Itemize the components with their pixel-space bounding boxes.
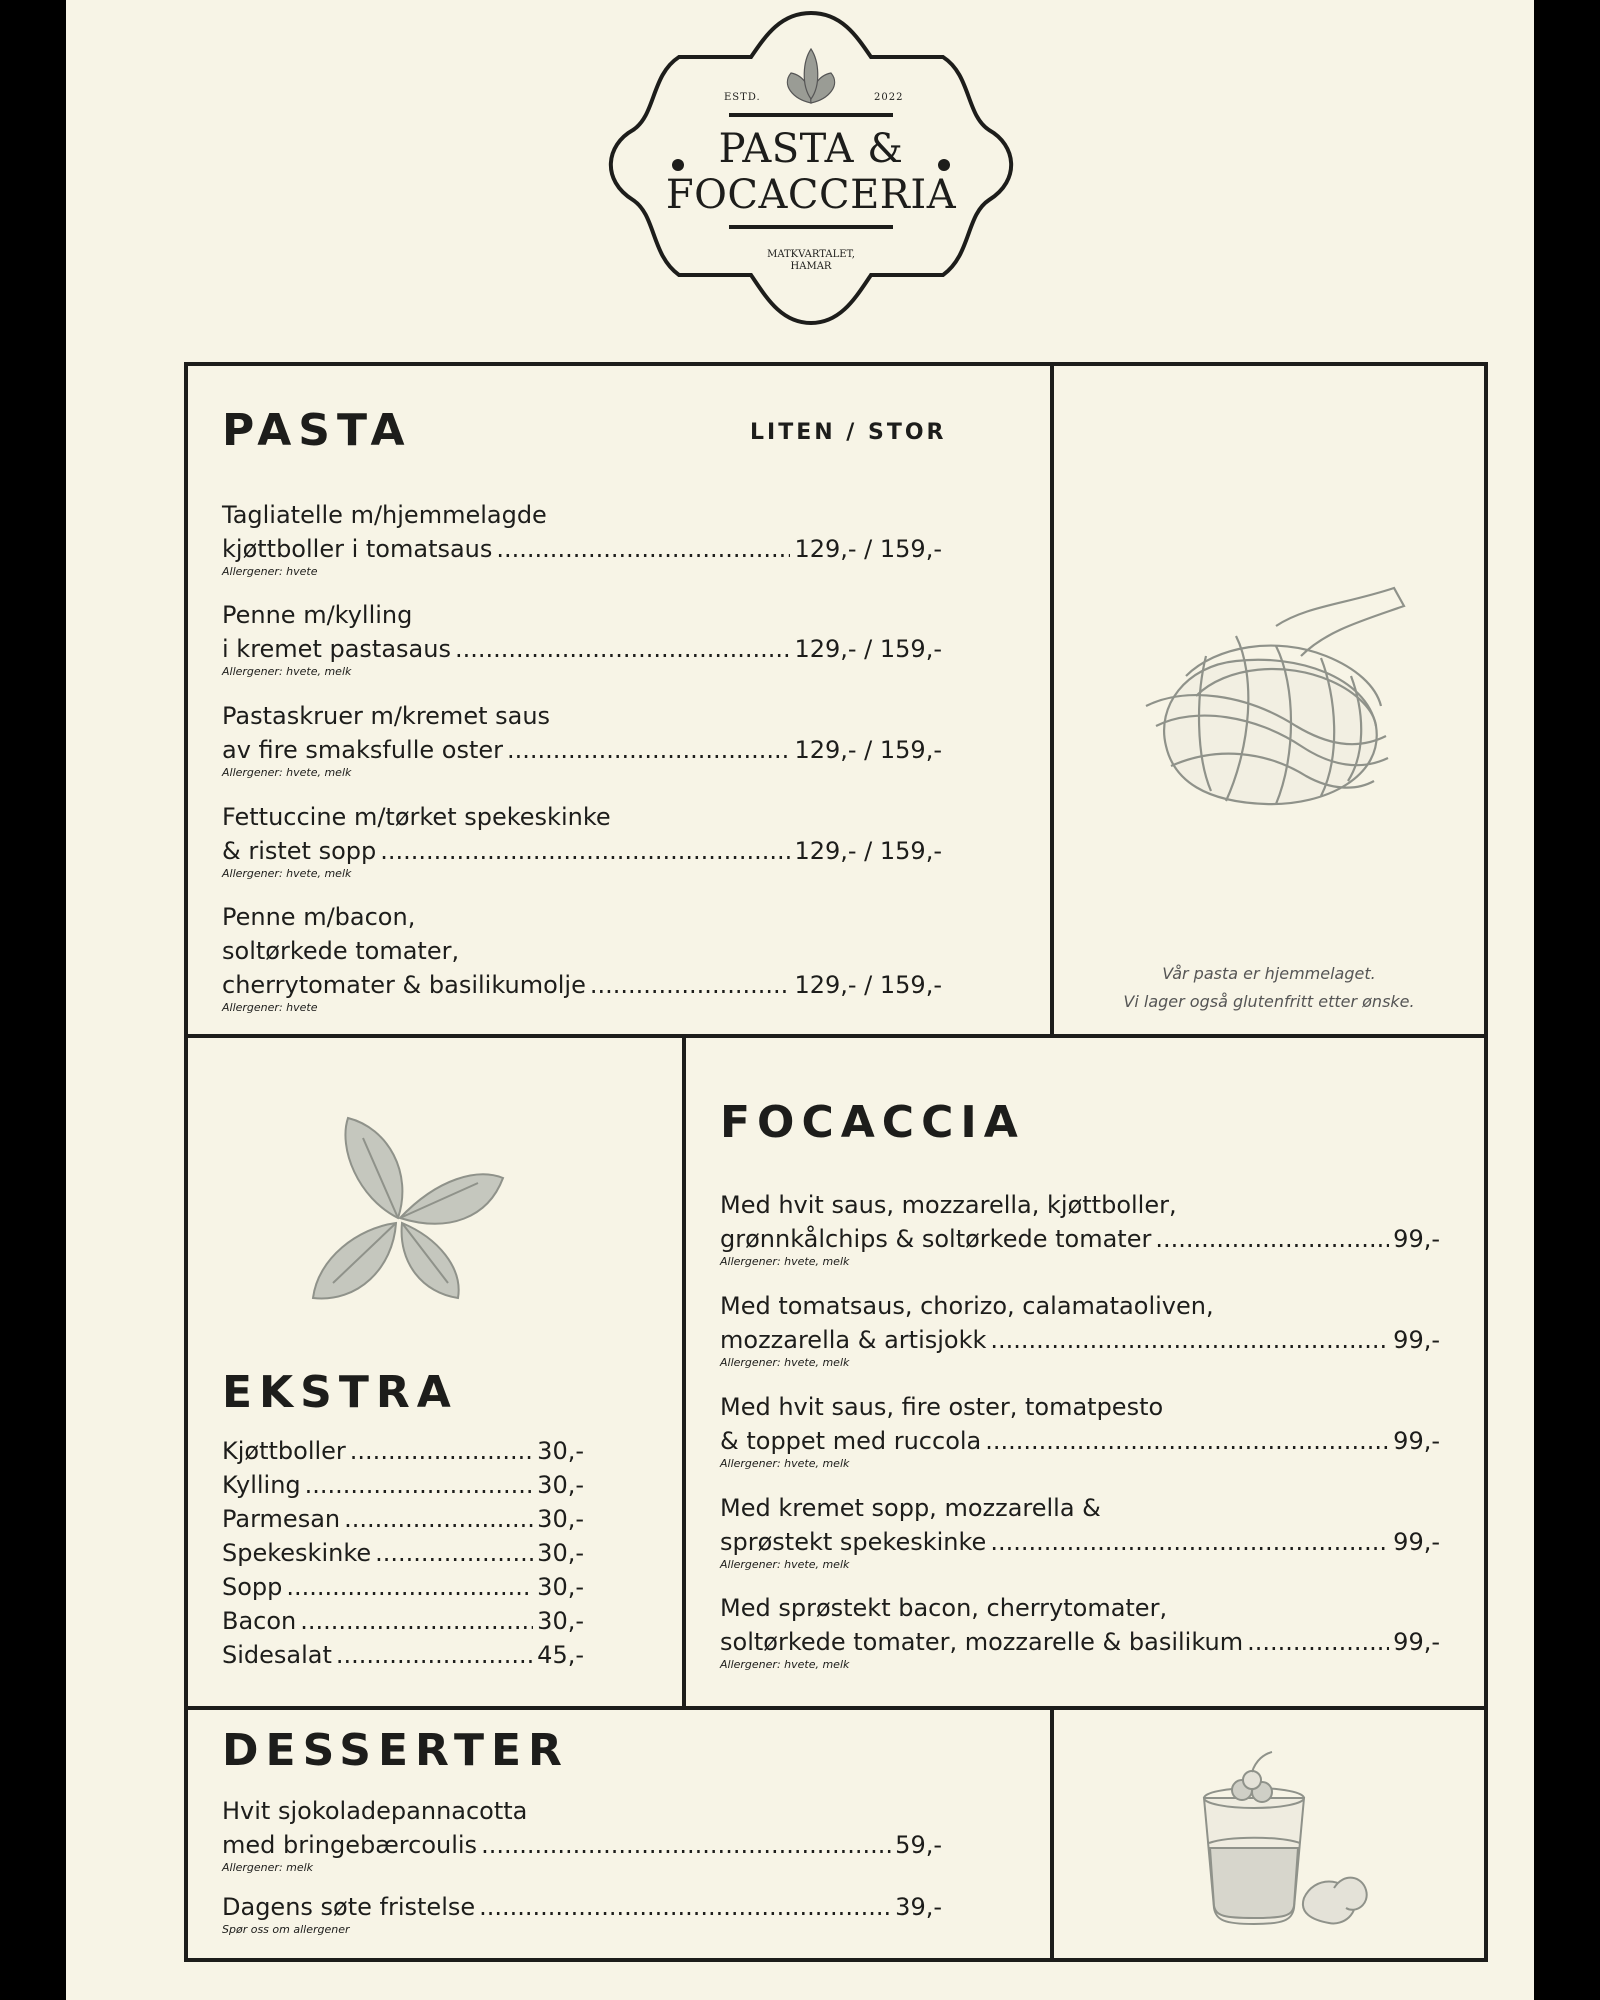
focaccia-item-name-line2: soltørkede tomater, mozzarelle & basilikum ..... 99,-: [720, 1625, 1440, 1659]
focaccia-title: FOCACCIA: [720, 1097, 1025, 1148]
focaccia-item-name-line1: Med hvit saus, fire oster, tomatpesto: [720, 1393, 1164, 1421]
ekstra-item: Spekeskinke ..... 30,-: [222, 1536, 584, 1570]
menu-page: [66, 0, 1534, 2000]
focaccia-item-name-line1: Med sprøstekt bacon, cherrytomater,: [720, 1594, 1168, 1622]
pasta-title: PASTA: [222, 405, 412, 456]
pasta-item-price: 129,- / 159,-: [794, 635, 942, 663]
pasta-item-name-line2: & ristet sopp ..... 129,- / 159,-: [222, 834, 942, 868]
pasta-item-price: 129,- / 159,-: [794, 736, 942, 764]
pasta-note-line1: Vår pasta er hjemmelaget.: [1162, 964, 1376, 983]
focaccia-item-allergens: Allergener: hvete, melk: [720, 1558, 850, 1571]
dessert-item-name-line1: Hvit sjokoladepannacotta: [222, 1797, 528, 1825]
logo-title-line2: FOCACCERIA: [665, 172, 957, 218]
pasta-section: [184, 362, 1054, 1038]
pasta-item-name-line1: Penne m/kylling: [222, 601, 413, 629]
basil-sprig-icon: [288, 1108, 508, 1308]
focaccia-item-allergens: Allergener: hvete, melk: [720, 1356, 850, 1369]
dessert-item-allergens: Spør oss om allergener: [222, 1923, 350, 1936]
pasta-item-allergens: Allergener: hvete: [222, 565, 318, 578]
ekstra-item: Kjøttboller ..... 30,-: [222, 1434, 584, 1468]
pasta-item-name-line1: Tagliatelle m/hjemmelagde: [222, 501, 547, 529]
pasta-note: [1064, 960, 1474, 1016]
ekstra-item: Kylling ..... 30,-: [222, 1468, 584, 1502]
ekstra-item: Parmesan ..... 30,-: [222, 1502, 584, 1536]
focaccia-item-name-line2: sprøstekt spekeskinke ..... 99,-: [720, 1525, 1440, 1559]
pasta-size-header: LITEN / STOR: [750, 420, 947, 445]
focaccia-item-allergens: Allergener: hvete, melk: [720, 1457, 850, 1470]
focaccia-item: [720, 1188, 1440, 1270]
focaccia-item-price: 99,-: [1393, 1427, 1440, 1455]
pasta-item-name-line1b: soltørkede tomater,: [222, 937, 460, 965]
focaccia-section: [682, 1034, 1488, 1710]
dessert-item-name-line2: med bringebærcoulis ..... 59,-: [222, 1828, 942, 1862]
pasta-item-allergens: Allergener: hvete: [222, 1001, 318, 1014]
pasta-item: [222, 900, 942, 1016]
desserter-title: DESSERTER: [222, 1725, 569, 1776]
logo-location: [721, 249, 901, 273]
dessert-item-name: Dagens søte fristelse ..... 39,-: [222, 1890, 942, 1924]
pasta-item-name-line1: Penne m/bacon,: [222, 903, 416, 931]
focaccia-item-price: 99,-: [1393, 1225, 1440, 1253]
pasta-item-price: 129,- / 159,-: [794, 535, 942, 563]
dessert-item: [222, 1794, 942, 1876]
pasta-item-allergens: Allergener: hvete, melk: [222, 867, 352, 880]
pasta-item-name-line2: i kremet pastasaus ..... 129,- / 159,-: [222, 632, 942, 666]
pasta-item-name-line1: Fettuccine m/tørket spekeskinke: [222, 803, 611, 831]
focaccia-item-name-line1: Med tomatsaus, chorizo, calamataoliven,: [720, 1292, 1214, 1320]
focaccia-item-name-line2: grønnkålchips & soltørkede tomater ..... 99,-: [720, 1222, 1440, 1256]
logo-established-year: 2022: [874, 92, 904, 103]
pasta-item-price: 129,- / 159,-: [794, 837, 942, 865]
dessert-image-panel: [1050, 1706, 1488, 1962]
basil-leaves-icon: [787, 49, 834, 103]
ekstra-item: Sidesalat ..... 45,-: [222, 1638, 584, 1672]
dessert-item-price: 59,-: [895, 1831, 942, 1859]
pasta-item-allergens: Allergener: hvete, melk: [222, 766, 352, 779]
focaccia-item: [720, 1390, 1440, 1472]
focaccia-item-name-line2: mozzarella & artisjokk ..... 99,-: [720, 1323, 1440, 1357]
focaccia-item-price: 99,-: [1393, 1326, 1440, 1354]
pasta-item-name-line1: Pastaskruer m/kremet saus: [222, 702, 551, 730]
ekstra-section: [184, 1034, 686, 1710]
focaccia-item-allergens: Allergener: hvete, melk: [720, 1658, 850, 1671]
logo-established-label: ESTD.: [724, 92, 761, 103]
ekstra-item: Sopp ..... 30,-: [222, 1570, 584, 1604]
focaccia-item-price: 99,-: [1393, 1528, 1440, 1556]
pasta-item: [222, 598, 942, 680]
focaccia-item-name-line2: & toppet med ruccola ..... 99,-: [720, 1424, 1440, 1458]
dessert-glass-icon: [1184, 1748, 1374, 1928]
pasta-image-panel: [1050, 362, 1488, 1038]
pasta-item: [222, 498, 942, 580]
dessert-item-allergens: Allergener: melk: [222, 1861, 314, 1874]
restaurant-logo: [571, 5, 1051, 335]
logo-title-line1: PASTA &: [718, 126, 904, 172]
ekstra-title: EKSTRA: [222, 1367, 458, 1418]
pasta-item-allergens: Allergener: hvete, melk: [222, 665, 352, 678]
ekstra-list: [222, 1434, 584, 1672]
ekstra-item: Bacon ..... 30,-: [222, 1604, 584, 1638]
pasta-item-name-line2: cherrytomater & basilikumolje ..... 129,- / 159,-: [222, 968, 942, 1002]
dessert-item: [222, 1890, 942, 1938]
pasta-item-name-line2: kjøttboller i tomatsaus ..... 129,- / 159,-: [222, 532, 942, 566]
focaccia-item-name-line1: Med kremet sopp, mozzarella &: [720, 1494, 1101, 1522]
focaccia-item-name-line1: Med hvit saus, mozzarella, kjøttboller,: [720, 1191, 1177, 1219]
pasta-nest-icon: [1126, 576, 1416, 826]
dessert-item-price: 39,-: [895, 1893, 942, 1921]
focaccia-item-price: 99,-: [1393, 1628, 1440, 1656]
pasta-item: [222, 800, 942, 882]
logo-location-line1: MATKVARTALET,: [767, 249, 855, 260]
focaccia-item-allergens: Allergener: hvete, melk: [720, 1255, 850, 1268]
focaccia-item: [720, 1491, 1440, 1573]
logo-location-line2: HAMAR: [790, 261, 832, 272]
desserter-section: [184, 1706, 1054, 1962]
pasta-item-price: 129,- / 159,-: [794, 971, 942, 999]
pasta-item-name-line2: av fire smaksfulle oster ..... 129,- / 159,-: [222, 733, 942, 767]
pasta-item: [222, 699, 942, 781]
focaccia-item: [720, 1591, 1440, 1673]
pasta-note-line2: Vi lager også glutenfritt etter ønske.: [1123, 992, 1415, 1011]
focaccia-item: [720, 1289, 1440, 1371]
